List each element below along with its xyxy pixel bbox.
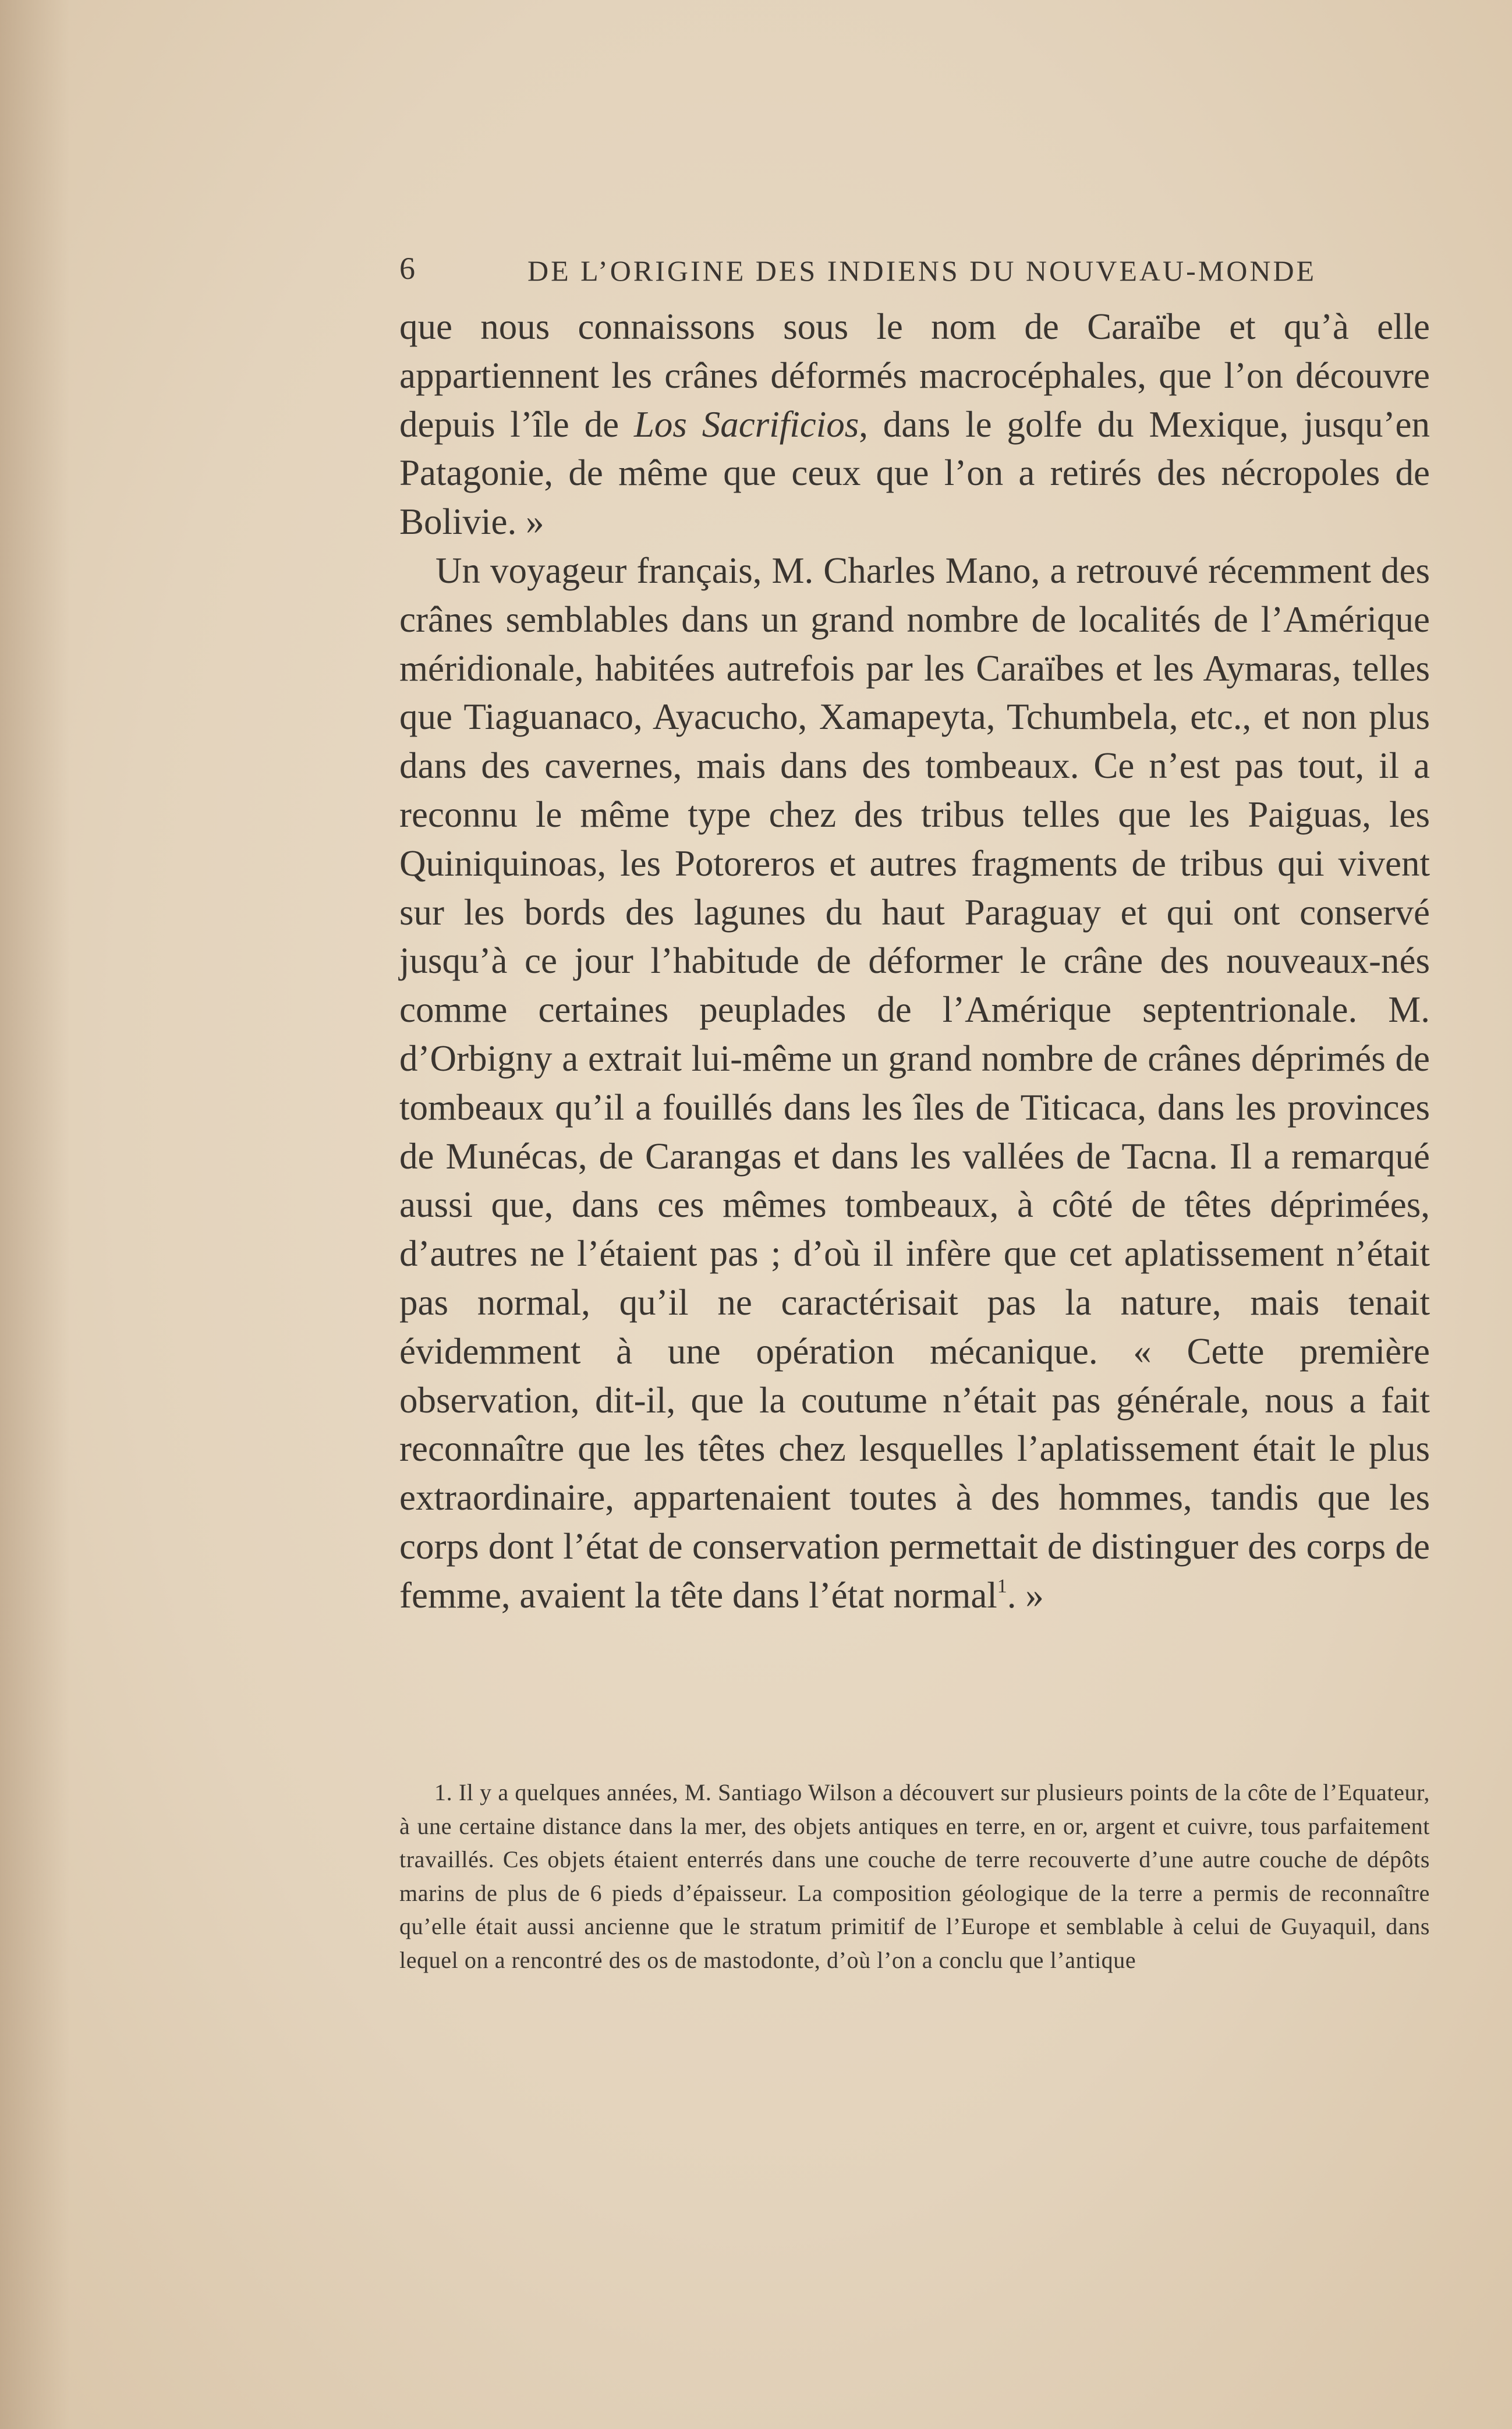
footnote-marker: 1. (434, 1779, 453, 1805)
paragraph-1 (399, 303, 1430, 547)
running-head-title: DE L’ORIGINE DES INDIENS DU NOUVEAU-MONDE (527, 254, 1317, 287)
paragraph-2-text: Un voyageur français, M. Charles Mano, a retrouvé récemment des crânes semblables dans un grand nombre de localités de l’Amérique méridionale, habitées autrefois par les Caraïbes et les Aymaras, telles que Tiaguanaco, Ayacucho, Xamapeyta, Tchumbela, etc., et non plus dans des cavernes, mais dans des tombeaux. Ce n’est pas tout, il a reconnu le même type chez des tribus telles que les Paiguas, les Quiniquinoas, les Potoreros et autres fragments de tribus qui vivent sur les bords des lagunes du haut Paraguay et qui ont conservé jusqu’à ce jour l’habitude de déformer le crâne des nouveaux-nés comme certaines peuplades de l’Amérique septentrionale. M. d’Orbigny a extrait lui-même un grand nombre de crânes déprimés de tombeaux qu’il a fouillés dans les îles de Titicaca, dans les provinces de Munécas, de Carangas et dans les vallées de Tacna. Il a remarqué aussi que, dans ces mêmes tombeaux, à côté de têtes déprimées, d’autres ne l’étaient pas ; d’où il infère que cet aplatissement n’était pas normal, qu’il ne caractérisait pas la nature, mais tenait évidemment à une opération mécanique. « Cette première observation, dit-il, que la coutume n’était pas générale, nous a fait reconnaître que les têtes chez lesquelles l’aplatissement était le plus extraordinaire, appartenaient toutes à des hommes, tandis que les corps dont l’état de conservation permettait de distinguer des corps de femme, avaient la tête dans l’état normal (399, 550, 1430, 1616)
page-number: 6 (399, 251, 417, 286)
page-edge-shadow (0, 0, 70, 2429)
body-text (399, 303, 1430, 1620)
paragraph-2 (399, 547, 1430, 1620)
running-head (399, 250, 1430, 303)
footnotes (399, 1776, 1430, 1977)
paragraph-2-tail: . » (1007, 1574, 1044, 1616)
footnote-reference: 1 (997, 1575, 1007, 1597)
italic-place-name: Los Sacrificios (633, 403, 859, 445)
footnote-text: Il y a quelques années, M. Santiago Wilson a découvert sur plusieurs points de la côte de l’Equateur, à une certaine distance dans la mer, des objets antiques en terre, en or, argent et cuivre, tous parfaitement travaillés. Ces objets étaient enterrés dans une couche de terre recouverte d’une autre couche de dépôts marins de plus de 6 pieds d’épaisseur. La composition géologique de la terre a permis de reconnaître qu’elle était aussi ancienne que le stratum primitif de l’Europe et semblable à celui de Guyaquil, dans lequel on a rencontré des os de mastodonte, d’où l’on a conclu que l’antique (399, 1779, 1430, 1973)
paragraph-1-text: que nous connaissons sous le nom de Caraïbe et qu’à elle appartiennent les crânes déformés macrocéphales, que l’on découvre depuis l’île de (399, 306, 1430, 445)
paragraph-1-text-end: , dans le golfe du Mexique, jusqu’en Patagonie, de même que ceux que l’on a retirés des nécropoles de Bolivie. » (399, 403, 1430, 543)
book-page (399, 250, 1430, 1973)
footnote-1 (399, 1776, 1430, 1977)
